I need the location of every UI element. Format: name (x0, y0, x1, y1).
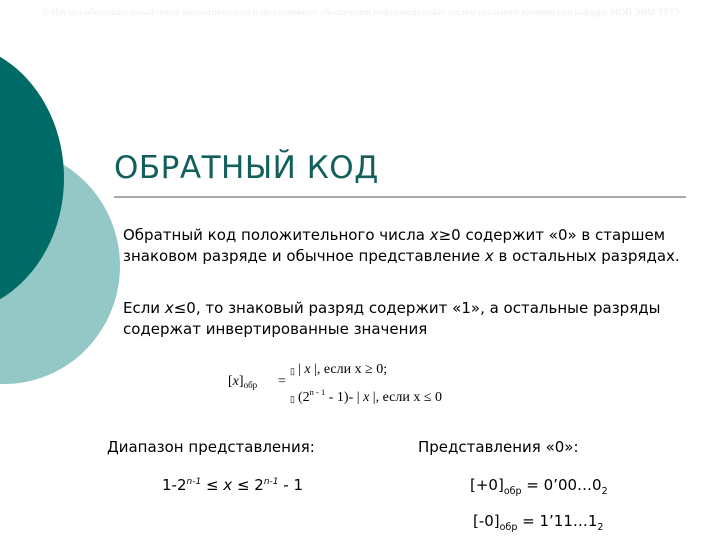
plus-zero-base: 2 (601, 486, 608, 497)
paragraph-negative (123, 298, 683, 339)
minus-zero-representation (473, 512, 603, 533)
minus-zero-text-b: = 1’11…1 (517, 512, 598, 530)
case2-superscript: n - 1 (309, 387, 326, 397)
plus-zero-text-b: = 0’00…0 (521, 476, 602, 494)
range-superscript-1: n-1 (186, 477, 202, 487)
brace-glyph-bottom: ▯ (290, 394, 295, 404)
formula-bracket-open: [ (228, 374, 233, 389)
range-text-d: - 1 (278, 476, 304, 494)
formula-equals: = (278, 374, 286, 389)
slide-title: ОБРАТНЫЙ КОД (114, 150, 379, 186)
paragraph-positive-text-1: Обратный код положительного числа (123, 226, 430, 244)
formula-subscript: обр (243, 380, 258, 390)
case1-text-a: | (298, 362, 305, 377)
variable-x: x (429, 226, 439, 244)
case2-text-a: (2 (298, 390, 310, 405)
title-divider (114, 196, 686, 198)
range-formula (162, 476, 303, 494)
range-superscript-2: n-1 (263, 477, 279, 487)
case2-text-c: |, если x ≤ 0 (369, 390, 443, 405)
range-label: Диапазон представления: (107, 438, 315, 456)
range-variable: x (223, 476, 233, 494)
plus-zero-representation (470, 476, 608, 497)
minus-zero-subscript: обр (499, 522, 518, 533)
zero-representations-label: Представления «0»: (418, 438, 579, 456)
inverse-code-formula (228, 362, 528, 422)
case2-variable: x (363, 390, 370, 405)
paragraph-negative-text-2: ≤0, то знаковый разряд содержит «1», а остальные разряды содержат инвертированные значения (123, 299, 661, 338)
range-text-c: ≤ 2 (232, 476, 264, 494)
formula-lhs (228, 374, 257, 390)
case2-text-b: - 1)- | (325, 390, 364, 405)
formula-case-positive (298, 362, 387, 378)
formula-variable: x (232, 374, 239, 389)
range-text-b: ≤ (201, 476, 224, 494)
plus-zero-subscript: обр (503, 486, 522, 497)
formula-bracket-close: ] (238, 374, 244, 389)
paragraph-negative-text-1: Если (123, 299, 165, 317)
paragraph-positive-text-2: ≥0 содержит «0» в старшем знаковом разряде и обычное представление (123, 226, 666, 265)
formula-case-negative (298, 387, 443, 406)
paragraph-positive-text-3: в остальных разрядах. (493, 246, 680, 265)
minus-zero-text-a: [-0] (473, 512, 500, 530)
range-text-a: 1-2 (162, 476, 187, 494)
brace-glyph-top: ▯ (290, 366, 295, 376)
paragraph-positive (123, 225, 683, 266)
variable-x: x (164, 299, 174, 317)
case1-text-b: |, если x ≥ 0; (310, 362, 388, 377)
minus-zero-base: 2 (597, 522, 604, 533)
plus-zero-text-a: [+0] (470, 476, 504, 494)
case1-variable: x (304, 362, 311, 377)
header-note: © Научно-образовательный центр математического и программного обеспечения информационных систем реального времени при кафедре МОП ЭВМ ТРТУ (42, 8, 682, 18)
variable-x: x (484, 246, 494, 265)
